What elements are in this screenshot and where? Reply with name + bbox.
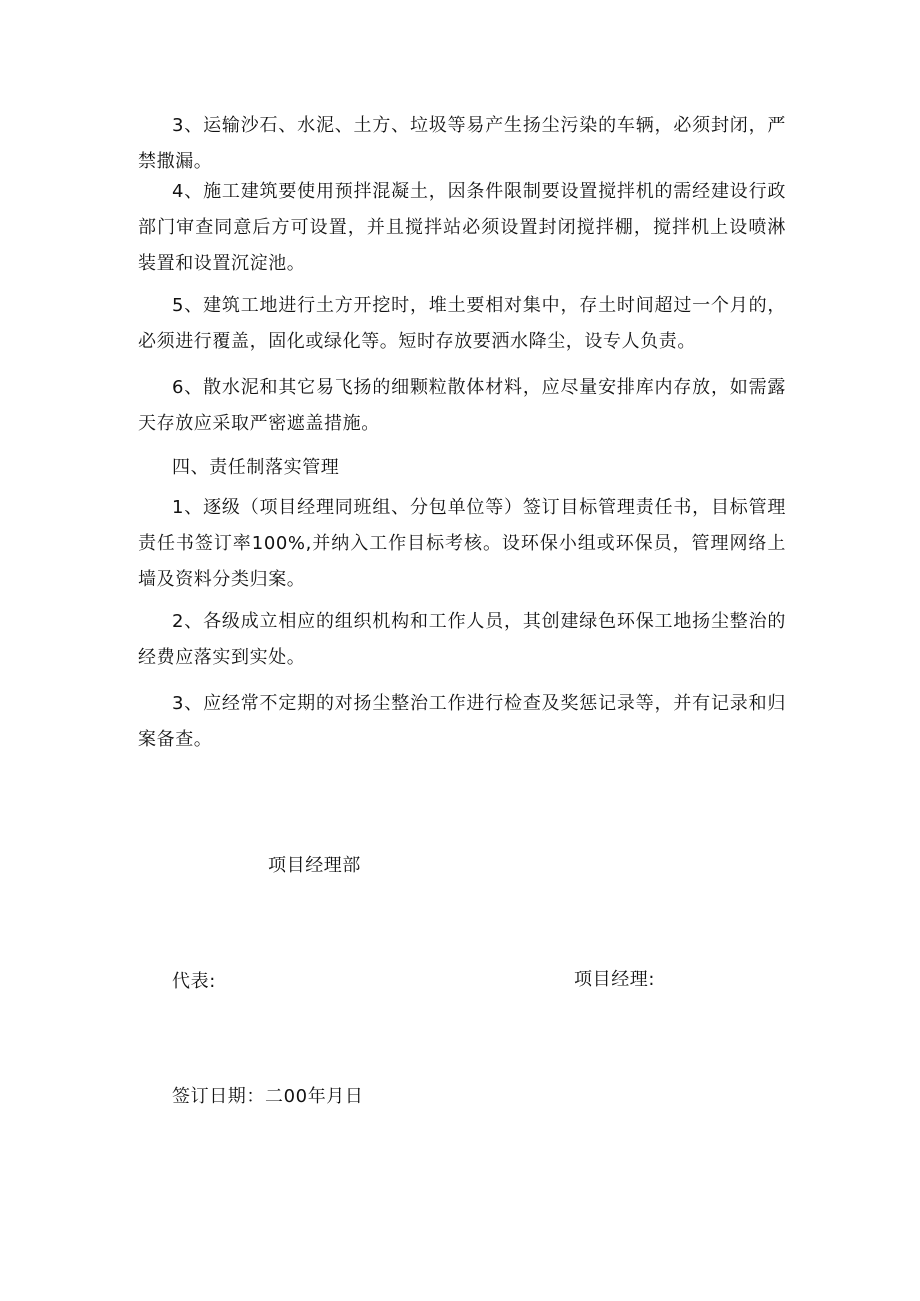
section-heading: 四、责任制落实管理	[172, 457, 340, 478]
paragraph-earthwork-excavation: 5、建筑工地进行土方开挖时，堆土要相对集中，存土时间超过一个月的，必须进行覆盖，固化或绿化等。短时存放要洒水降尘，设专人负责。	[138, 295, 786, 352]
paragraph-bulk-materials: 6、散水泥和其它易飞扬的细颗粒散体材料，应尽量安排库内存放，如需露天存放应采取严密遮盖措施。	[138, 377, 786, 434]
project-manager-label: 项目经理:	[574, 969, 656, 990]
signature-department: 项目经理部	[268, 855, 361, 876]
paragraph-responsibility-contract: 1、逐级（项目经理同班组、分包单位等）签订目标管理责任书，目标管理责任书签订率100%,并纳入工作目标考核。设环保小组或环保员，管理网络上墙及资料分类归案。	[138, 497, 786, 590]
signing-date-label: 签订日期：二00年月日	[172, 1086, 364, 1107]
representative-label: 代表:	[172, 971, 216, 992]
paragraph-transport-vehicles: 3、运输沙石、水泥、土方、垃圾等易产生扬尘污染的车辆，必须封闭，严禁撒漏。	[138, 115, 786, 172]
paragraph-premixed-concrete: 4、施工建筑要使用预拌混凝土，因条件限制要设置搅拌机的需经建设行政部门审查同意后方可设置，并且搅拌站必须设置封闭搅拌棚，搅拌机上设喷淋装置和设置沉淀池。	[138, 181, 786, 274]
paragraph-organization-funding: 2、各级成立相应的组织机构和工作人员，其创建绿色环保工地扬尘整治的经费应落实到实处。	[138, 611, 786, 668]
paragraph-inspection-records: 3、应经常不定期的对扬尘整治工作进行检查及奖惩记录等，并有记录和归案备查。	[138, 693, 786, 750]
